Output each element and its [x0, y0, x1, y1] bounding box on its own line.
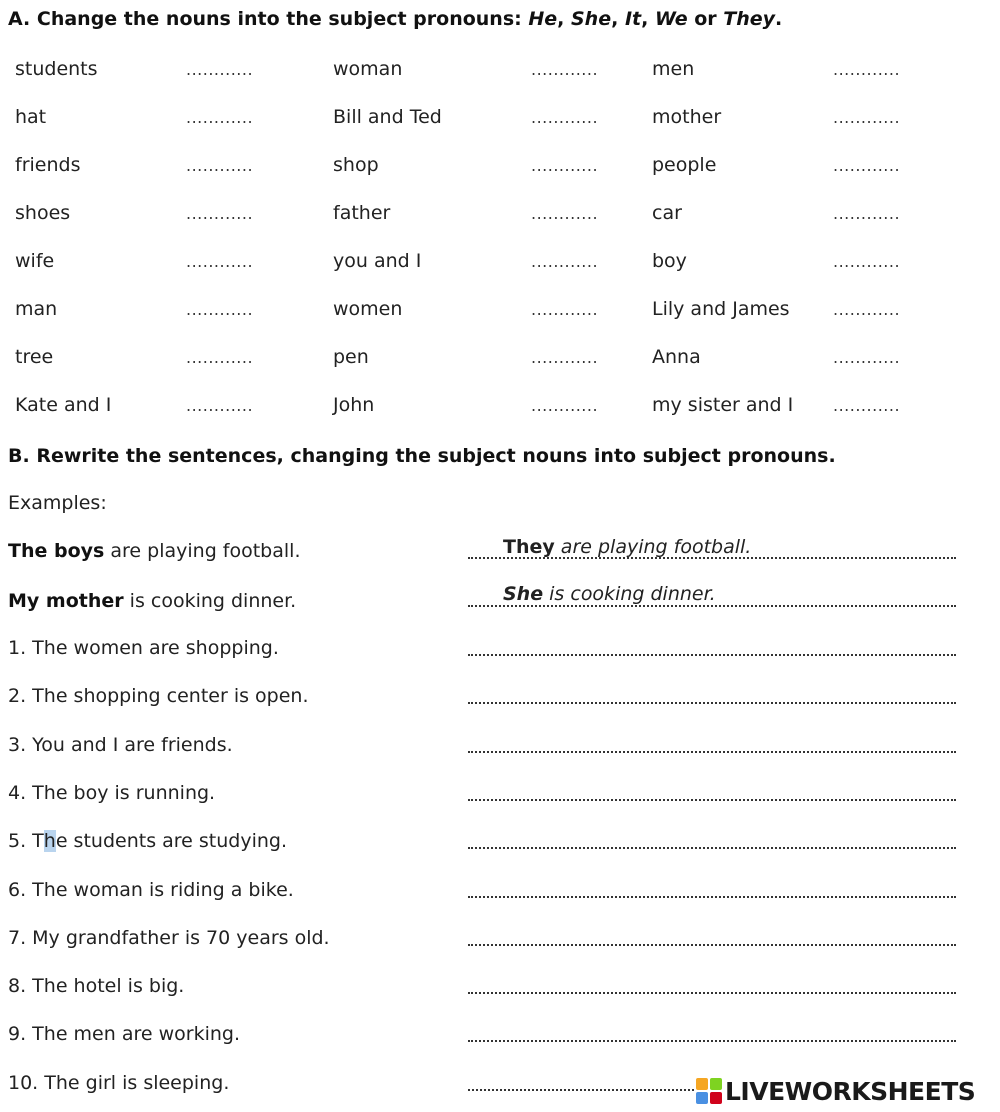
pronoun-blank[interactable]: ............ — [833, 108, 901, 127]
answer-line[interactable] — [468, 992, 956, 994]
logo-text: LIVEWORKSHEETS — [725, 1076, 976, 1106]
exercise-sentence: 9. The men are working. — [8, 1023, 240, 1045]
example-answer-line — [468, 557, 956, 559]
answer-line[interactable] — [468, 944, 956, 946]
noun-item: boy — [652, 250, 687, 272]
pronoun-blank[interactable]: ............ — [531, 348, 599, 367]
example-answer: They are playing football. — [503, 536, 752, 558]
noun-item: shoes — [15, 202, 71, 224]
noun-item: men — [652, 58, 695, 80]
section-a-heading: A. Change the nouns into the subject pronouns: He, She, It, We or They. — [8, 8, 783, 30]
answer-line[interactable] — [468, 654, 956, 656]
exercise-sentence: 2. The shopping center is open. — [8, 685, 309, 707]
pronoun-blank[interactable]: ............ — [531, 396, 599, 415]
pronoun-blank[interactable]: ............ — [531, 108, 599, 127]
liveworksheets-logo — [696, 1075, 981, 1107]
exercise-sentence: 3. You and I are friends. — [8, 734, 233, 756]
noun-item: pen — [333, 346, 369, 368]
example-subject: The boys — [8, 540, 105, 562]
noun-item: man — [15, 298, 58, 320]
noun-item: John — [333, 394, 375, 416]
exercise-sentence: 4. The boy is running. — [8, 782, 216, 804]
pronoun-we: We — [654, 8, 688, 30]
noun-item: shop — [333, 154, 379, 176]
pronoun-blank[interactable]: ............ — [186, 60, 254, 79]
pronoun-blank[interactable]: ............ — [833, 396, 901, 415]
noun-item: people — [652, 154, 717, 176]
noun-item: Anna — [652, 346, 701, 368]
pronoun-blank[interactable]: ............ — [833, 204, 901, 223]
pronoun-blank[interactable]: ............ — [531, 60, 599, 79]
noun-item: students — [15, 58, 98, 80]
text-selection-highlight: h — [43, 830, 56, 852]
answer-line[interactable] — [468, 799, 956, 801]
pronoun-blank[interactable]: ............ — [833, 252, 901, 271]
noun-item: tree — [15, 346, 54, 368]
pronoun-blank[interactable]: ............ — [186, 396, 254, 415]
pronoun-blank[interactable]: ............ — [186, 252, 254, 271]
noun-item: friends — [15, 154, 81, 176]
noun-item: women — [333, 298, 403, 320]
exercise-sentence: 10. The girl is sleeping. — [8, 1072, 230, 1094]
pronoun-blank[interactable]: ............ — [186, 108, 254, 127]
pronoun-blank[interactable]: ............ — [531, 300, 599, 319]
answer-line[interactable] — [468, 702, 956, 704]
example-sentence: My mother is cooking dinner. — [8, 590, 297, 612]
example-answer-pronoun: They — [503, 536, 555, 558]
noun-item: Kate and I — [15, 394, 112, 416]
answer-line[interactable] — [468, 751, 956, 753]
noun-item: car — [652, 202, 682, 224]
pronoun-blank[interactable]: ............ — [833, 300, 901, 319]
example-sentence: The boys are playing football. — [8, 540, 301, 562]
answer-line[interactable] — [468, 1089, 698, 1091]
example-answer-line — [468, 605, 956, 607]
example-subject: My mother — [8, 590, 124, 612]
noun-item: father — [333, 202, 391, 224]
noun-item: woman — [333, 58, 403, 80]
answer-line[interactable] — [468, 896, 956, 898]
exercise-sentence: 6. The woman is riding a bike. — [8, 879, 294, 901]
pronoun-blank[interactable]: ............ — [186, 300, 254, 319]
pronoun-it: It — [624, 8, 642, 30]
pronoun-she: She — [571, 8, 612, 30]
pronoun-blank[interactable]: ............ — [186, 348, 254, 367]
section-a-heading-prefix: A. Change the nouns into the subject pronouns: — [8, 8, 529, 30]
section-b-heading: B. Rewrite the sentences, changing the subject nouns into subject pronouns. — [8, 445, 836, 467]
pronoun-blank[interactable]: ............ — [833, 348, 901, 367]
pronoun-blank[interactable]: ............ — [531, 204, 599, 223]
pronoun-blank[interactable]: ............ — [186, 156, 254, 175]
examples-label: Examples: — [8, 492, 107, 514]
exercise-sentence: 7. My grandfather is 70 years old. — [8, 927, 330, 949]
noun-item: wife — [15, 250, 55, 272]
pronoun-blank[interactable]: ............ — [186, 204, 254, 223]
example-answer-pronoun: She — [503, 583, 544, 605]
exercise-sentence: 8. The hotel is big. — [8, 975, 185, 997]
example-answer: She is cooking dinner. — [503, 583, 716, 605]
pronoun-blank[interactable]: ............ — [833, 60, 901, 79]
noun-item: my sister and I — [652, 394, 794, 416]
answer-line[interactable] — [468, 1040, 956, 1042]
pronoun-they: They — [723, 8, 776, 30]
exercise-sentence: 5. The students are studying. — [8, 830, 288, 852]
exercise-sentence: 1. The women are shopping. — [8, 637, 279, 659]
noun-item: Bill and Ted — [333, 106, 442, 128]
answer-line[interactable] — [468, 847, 956, 849]
pronoun-blank[interactable]: ............ — [531, 252, 599, 271]
pronoun-he: He — [528, 8, 558, 30]
pronoun-blank[interactable]: ............ — [833, 156, 901, 175]
noun-item: mother — [652, 106, 722, 128]
pronoun-blank[interactable]: ............ — [531, 156, 599, 175]
noun-item: hat — [15, 106, 47, 128]
noun-item: you and I — [333, 250, 422, 272]
liveworksheets-logo-icon — [696, 1078, 722, 1104]
noun-item: Lily and James — [652, 298, 790, 320]
